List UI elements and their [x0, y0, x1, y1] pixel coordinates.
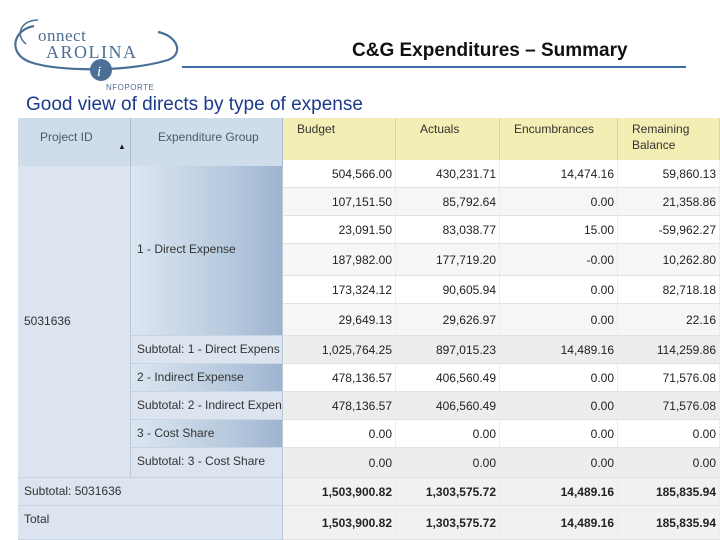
group-direct-subtotal: [131, 336, 283, 364]
value-encumbrances-row-10: 0.00: [500, 420, 618, 448]
value-remaining-balance-row-13: 185,835.94: [618, 506, 720, 540]
header-project-id-label: Project ID: [40, 130, 93, 144]
value-remaining-balance-row-3: -59,962.27: [618, 216, 720, 244]
value-encumbrances-row-12: 14,489.16: [500, 478, 618, 506]
value-encumbrances-row-9: 0.00: [500, 392, 618, 420]
value-actuals-row-8: 406,560.49: [396, 364, 500, 392]
logo-text-infoporte: NFOPORTE: [106, 83, 155, 92]
project-id-value: 5031636: [24, 314, 71, 328]
value-budget-row-9: 478,136.57: [283, 392, 396, 420]
sort-ascending-icon[interactable]: ▲: [118, 142, 126, 151]
value-encumbrances-row-4: -0.00: [500, 244, 618, 276]
project-subtotal-row-label: [18, 478, 283, 506]
value-actuals-row-9: 406,560.49: [396, 392, 500, 420]
group-direct-expense[interactable]: [131, 166, 283, 336]
value-encumbrances-row-11: 0.00: [500, 448, 618, 478]
value-encumbrances-row-6: 0.00: [500, 304, 618, 336]
value-actuals-row-11: 0.00: [396, 448, 500, 478]
value-actuals-row-6: 29,626.97: [396, 304, 500, 336]
value-remaining-balance-row-5: 82,718.18: [618, 276, 720, 304]
value-budget-row-11: 0.00: [283, 448, 396, 478]
group-direct-subtotal-label: Subtotal: 1 - Direct Expens: [137, 342, 280, 356]
value-budget-row-7: 1,025,764.25: [283, 336, 396, 364]
svg-text:i: i: [97, 64, 102, 80]
value-remaining-balance-row-9: 71,576.08: [618, 392, 720, 420]
value-actuals-row-13: 1,303,575.72: [396, 506, 500, 540]
value-budget-row-5: 173,324.12: [283, 276, 396, 304]
group-cost-share[interactable]: [131, 420, 283, 448]
value-remaining-balance-row-12: 185,835.94: [618, 478, 720, 506]
value-actuals-row-12: 1,303,575.72: [396, 478, 500, 506]
value-remaining-balance-row-1: 59,860.13: [618, 160, 720, 188]
slide-subtitle: Good view of directs by type of expense: [26, 94, 363, 115]
value-budget-row-12: 1,503,900.82: [283, 478, 396, 506]
value-budget-row-13: 1,503,900.82: [283, 506, 396, 540]
value-budget-row-6: 29,649.13: [283, 304, 396, 336]
value-budget-row-2: 107,151.50: [283, 188, 396, 216]
connect-carolina-logo: [8, 12, 188, 92]
value-actuals-row-2: 85,792.64: [396, 188, 500, 216]
value-remaining-balance-row-4: 10,262.80: [618, 244, 720, 276]
header-actuals-label: Actuals: [420, 122, 460, 136]
group-indirect-expense-label: 2 - Indirect Expense: [137, 370, 244, 384]
header-budget[interactable]: [283, 118, 396, 160]
header-remaining-label-line2: Balance: [632, 138, 676, 152]
value-remaining-balance-row-7: 114,259.86: [618, 336, 720, 364]
title-underline: [182, 66, 686, 68]
value-remaining-balance-row-8: 71,576.08: [618, 364, 720, 392]
group-indirect-expense[interactable]: [131, 364, 283, 392]
value-remaining-balance-row-11: 0.00: [618, 448, 720, 478]
value-encumbrances-row-3: 15.00: [500, 216, 618, 244]
project-id-cell[interactable]: [18, 166, 131, 478]
value-encumbrances-row-5: 0.00: [500, 276, 618, 304]
value-actuals-row-10: 0.00: [396, 420, 500, 448]
total-row-label: [18, 506, 283, 540]
value-encumbrances-row-7: 14,489.16: [500, 336, 618, 364]
project-subtotal-label: Subtotal: 5031636: [24, 484, 122, 498]
logo-text-connect: onnect: [38, 26, 87, 45]
value-encumbrances-row-1: 14,474.16: [500, 160, 618, 188]
header-encumbrances[interactable]: [500, 118, 618, 160]
value-remaining-balance-row-10: 0.00: [618, 420, 720, 448]
value-actuals-row-7: 897,015.23: [396, 336, 500, 364]
header-actuals[interactable]: [396, 118, 500, 160]
value-actuals-row-3: 83,038.77: [396, 216, 500, 244]
value-budget-row-3: 23,091.50: [283, 216, 396, 244]
slide-title: C&G Expenditures – Summary: [352, 40, 628, 61]
group-indirect-subtotal-label: Subtotal: 2 - Indirect Expen: [137, 398, 282, 412]
value-budget-row-10: 0.00: [283, 420, 396, 448]
group-indirect-subtotal: [131, 392, 283, 420]
group-cost-share-subtotal: [131, 448, 283, 478]
group-cost-share-label: 3 - Cost Share: [137, 426, 215, 440]
value-encumbrances-row-2: 0.00: [500, 188, 618, 216]
value-actuals-row-5: 90,605.94: [396, 276, 500, 304]
value-actuals-row-4: 177,719.20: [396, 244, 500, 276]
header-expenditure-group-label: Expenditure Group: [158, 130, 259, 144]
header-expenditure-group[interactable]: [131, 118, 283, 166]
header-remaining-balance[interactable]: [618, 118, 720, 160]
total-label: Total: [24, 512, 50, 526]
value-budget-row-4: 187,982.00: [283, 244, 396, 276]
header-remaining-label-line1: Remaining: [632, 122, 690, 136]
header-project-id[interactable]: [18, 118, 131, 166]
value-actuals-row-1: 430,231.71: [396, 160, 500, 188]
value-remaining-balance-row-6: 22.16: [618, 304, 720, 336]
value-encumbrances-row-13: 14,489.16: [500, 506, 618, 540]
value-budget-row-8: 478,136.57: [283, 364, 396, 392]
value-budget-row-1: 504,566.00: [283, 160, 396, 188]
expenditure-pivot-table: [18, 118, 720, 540]
value-remaining-balance-row-2: 21,358.86: [618, 188, 720, 216]
value-encumbrances-row-8: 0.00: [500, 364, 618, 392]
group-direct-expense-label: 1 - Direct Expense: [137, 242, 236, 256]
logo-text-carolina: AROLINA: [46, 42, 138, 62]
group-cost-share-subtotal-label: Subtotal: 3 - Cost Share: [137, 454, 266, 468]
header-encumbrances-label: Encumbrances: [514, 122, 595, 136]
header-budget-label: Budget: [297, 122, 336, 136]
